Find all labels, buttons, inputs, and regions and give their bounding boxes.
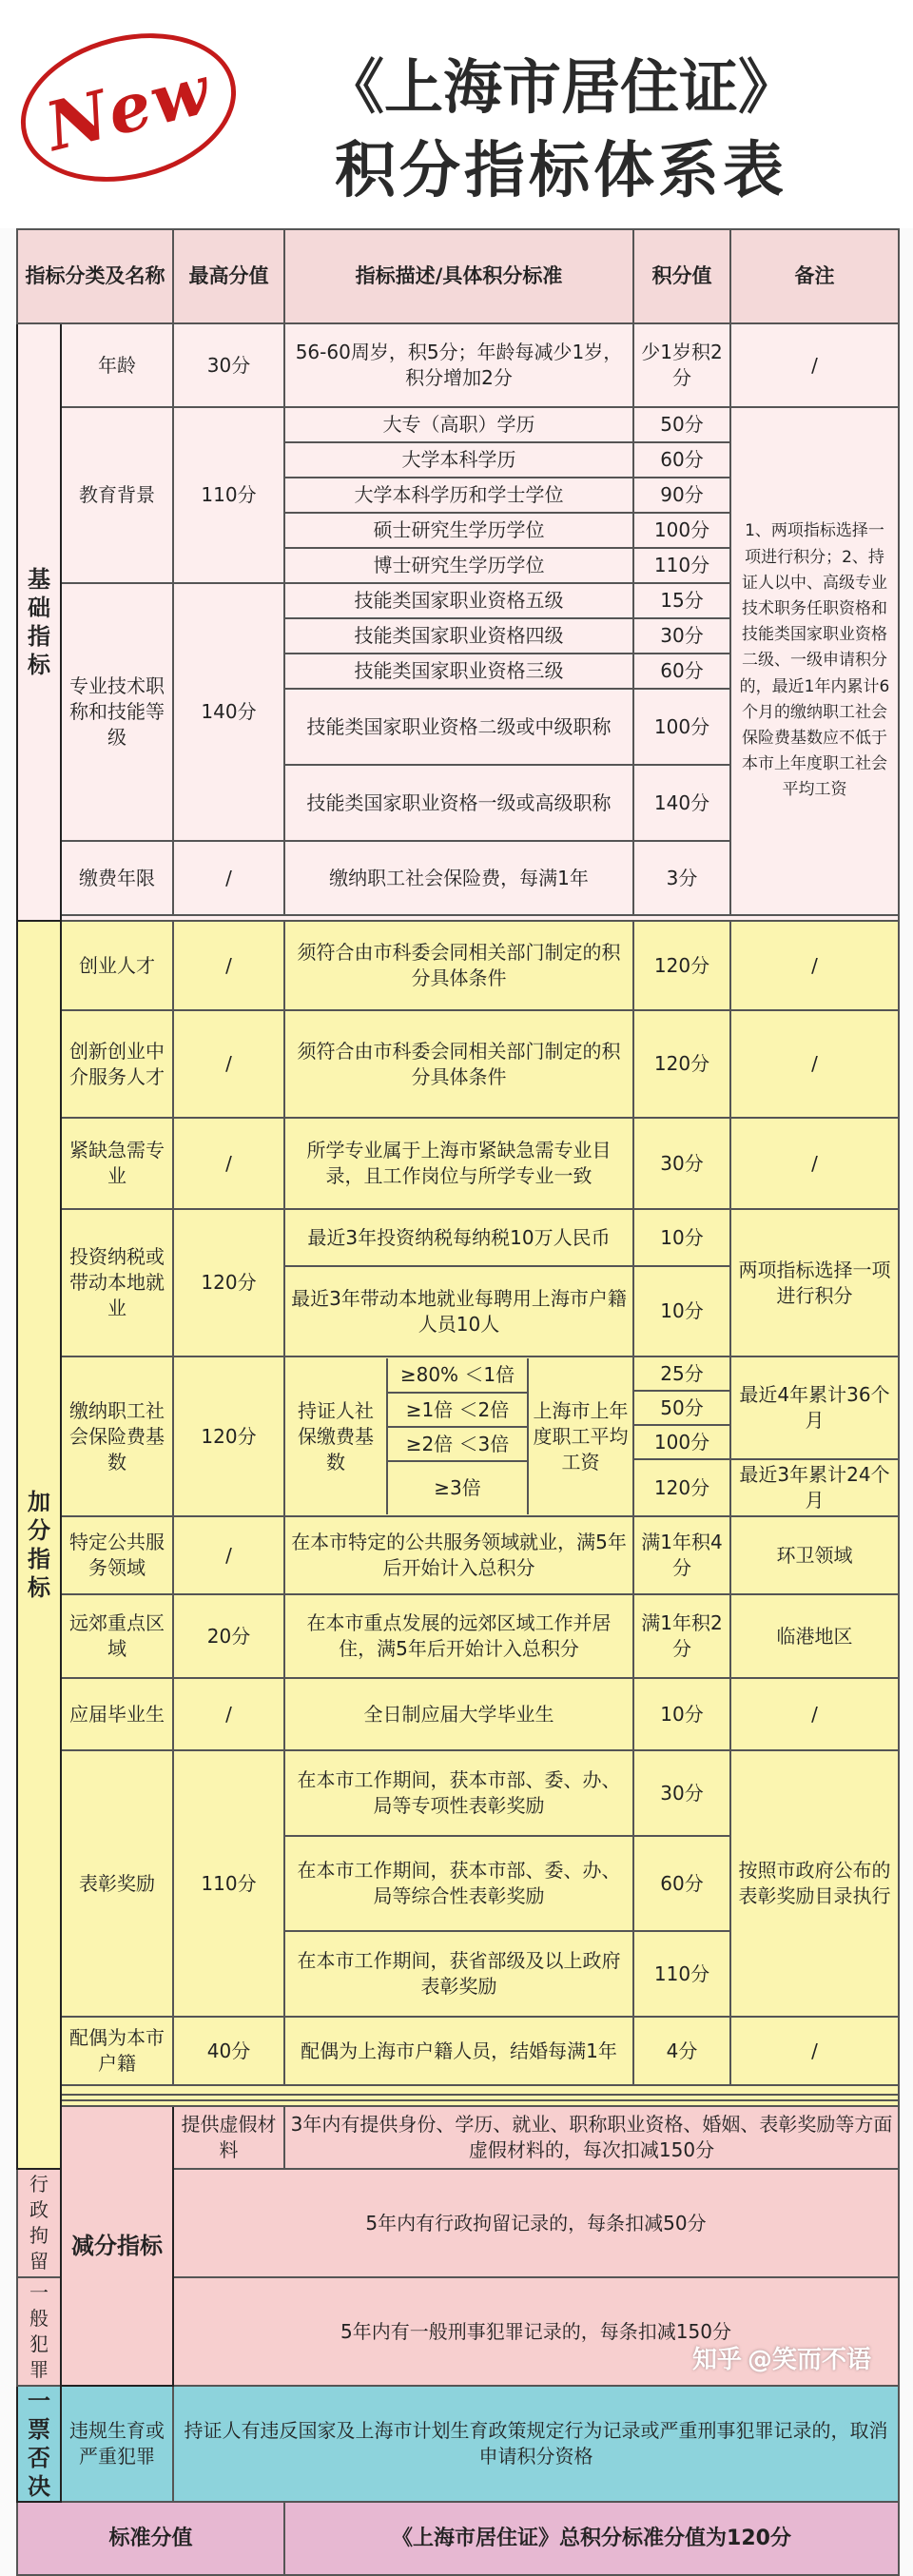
row-desc-deduct-detain: 5年内有行政拘留记录的，每条扣减50分 <box>173 2169 899 2277</box>
row-max-agency: / <box>173 1010 284 1118</box>
row-name-shortage: 紧缺急需专业 <box>61 1118 173 1209</box>
social-range: ≥80% ＜1倍 <box>387 1358 528 1393</box>
group-veto: 一票否决 <box>17 2386 61 2502</box>
row-max-invest: 120分 <box>173 1209 284 1356</box>
row-max-shortage: / <box>173 1118 284 1209</box>
row-desc-edu: 大学本科学历和学士学位 <box>284 478 633 513</box>
table-row <box>17 1594 899 1678</box>
row-desc-invest: 最近3年带动本地就业每聘用上海市户籍人员10人 <box>284 1266 633 1356</box>
row-name-social: 缴纳职工社会保险费基数 <box>61 1356 173 1516</box>
row-score-age: 少1岁积2分 <box>633 323 730 407</box>
social-subtable-cell <box>284 1356 633 1516</box>
row-desc-invest: 最近3年投资纳税每纳税10万人民币 <box>284 1209 633 1266</box>
row-max-suburb: 20分 <box>173 1594 284 1678</box>
group-bonus: 加分指标 <box>17 921 61 2169</box>
table-row <box>17 921 899 1010</box>
zhihu-watermark <box>692 2340 871 2375</box>
row-max-pay: / <box>173 841 284 915</box>
row-note-spouse: / <box>730 2017 899 2085</box>
row-note-grad: / <box>730 1678 899 1750</box>
page-title-line2: 积分指标体系表 <box>335 136 787 206</box>
row-desc-age: 56-60周岁，积5分；年龄每减少1岁，积分增加2分 <box>284 323 633 407</box>
social-subtable <box>285 1358 632 1514</box>
row-name-standard: 标准分值 <box>17 2502 284 2575</box>
row-name-public: 特定公共服务领域 <box>61 1516 173 1594</box>
row-score-award: 60分 <box>633 1836 730 1931</box>
table-row <box>17 1750 899 1836</box>
row-score-award: 110分 <box>633 1931 730 2017</box>
row-max-age: 30分 <box>173 323 284 407</box>
table-row <box>17 2106 899 2169</box>
row-score-edu: 50分 <box>633 407 730 442</box>
row-note-age: / <box>730 323 899 407</box>
row-score-award: 30分 <box>633 1750 730 1836</box>
row-score-invest: 10分 <box>633 1209 730 1266</box>
row-desc-public: 在本市特定的公共服务领域就业，满5年后开始计入总积分 <box>284 1516 633 1594</box>
row-desc-suburb: 在本市重点发展的远郊区域工作并居住，满5年后开始计入总积分 <box>284 1594 633 1678</box>
row-max-grad: / <box>173 1678 284 1750</box>
row-desc-deduct-crime: 5年内有一般刑事犯罪记录的，每条扣减150分 <box>173 2277 899 2386</box>
row-desc-edu: 大学本科学历 <box>284 442 633 478</box>
social-range: ≥3倍 <box>387 1461 528 1514</box>
row-name-deduct-crime: 一般犯罪 <box>17 2277 61 2386</box>
row-note-suburb: 临港地区 <box>730 1594 899 1678</box>
row-score-grad: 10分 <box>633 1678 730 1750</box>
table-row <box>17 323 899 407</box>
row-desc-edu: 硕士研究生学历学位 <box>284 513 633 548</box>
row-score-tech: 100分 <box>633 689 730 765</box>
row-desc-tech: 技能类国家职业资格一级或高级职称 <box>284 765 633 841</box>
row-name-veto: 违规生育或严重犯罪 <box>61 2386 173 2502</box>
row-score-edu: 110分 <box>633 548 730 583</box>
row-note-basic: 1、两项指标选择一项进行积分；2、持证人以中、高级专业技术职务任职资格和技能类国家职业资格二级、一级申请积分的，最近1年内累计6个月的缴纳职工社会保险费基数应不低于本市上年度职工社会平均工资 <box>730 407 899 915</box>
row-score-edu: 60分 <box>633 442 730 478</box>
row-desc-shortage: 所学专业属于上海市紧缺急需专业目录，且工作岗位与所学专业一致 <box>284 1118 633 1209</box>
row-score-social: 100分 <box>633 1425 730 1459</box>
row-score-social: 25分 <box>633 1356 730 1391</box>
row-note-social-1: 最近4年累计36个月 <box>730 1356 899 1459</box>
row-score-social: 120分 <box>633 1459 730 1516</box>
row-desc-tech: 技能类国家职业资格三级 <box>284 654 633 689</box>
row-max-social: 120分 <box>173 1356 284 1516</box>
row-score-pay: 3分 <box>633 841 730 915</box>
row-desc-agency: 须符合由市科委会同相关部门制定的积分具体条件 <box>284 1010 633 1118</box>
table-row <box>17 2386 899 2502</box>
table-row <box>17 1118 899 1209</box>
row-desc-tech: 技能类国家职业资格二级或中级职称 <box>284 689 633 765</box>
row-name-grad: 应届毕业生 <box>61 1678 173 1750</box>
row-name-suburb: 远郊重点区域 <box>61 1594 173 1678</box>
row-name-agency: 创新创业中介服务人才 <box>61 1010 173 1118</box>
social-ref: 上海市上年度职工平均工资 <box>528 1358 632 1514</box>
row-score-spouse: 4分 <box>633 2017 730 2085</box>
row-desc-award: 在本市工作期间，获本市部、委、办、局等综合性表彰奖励 <box>284 1836 633 1931</box>
row-desc-standard: 《上海市居住证》总积分标准分值为120分 <box>284 2502 899 2575</box>
row-note-social-2: 最近3年累计24个月 <box>730 1459 899 1516</box>
col-header-score: 积分值 <box>633 229 730 323</box>
social-label: 持证人社保缴费基数 <box>285 1358 387 1514</box>
row-score-edu: 100分 <box>633 513 730 548</box>
row-name-startup: 创业人才 <box>61 921 173 1010</box>
table-row <box>17 2017 899 2085</box>
row-desc-tech: 技能类国家职业资格四级 <box>284 618 633 654</box>
row-max-edu: 110分 <box>173 407 284 583</box>
col-header-category: 指标分类及名称 <box>17 229 173 323</box>
row-desc-tech: 技能类国家职业资格五级 <box>284 583 633 618</box>
social-range: ≥1倍 ＜2倍 <box>387 1393 528 1427</box>
row-note-agency: / <box>730 1010 899 1118</box>
group-deduct: 减分指标 <box>61 2106 173 2386</box>
row-desc-deduct-fake: 3年内有提供身份、学历、就业、职称职业资格、婚姻、表彰奖励等方面虚假材料的，每次扣减150分 <box>284 2106 899 2169</box>
row-max-startup: / <box>173 921 284 1010</box>
table-row <box>17 407 899 442</box>
row-score-startup: 120分 <box>633 921 730 1010</box>
row-max-tech: 140分 <box>173 583 284 841</box>
row-name-pay: 缴费年限 <box>61 841 173 915</box>
row-name-spouse: 配偶为本市户籍 <box>61 2017 173 2085</box>
social-sub-row <box>285 1358 632 1393</box>
row-note-shortage: / <box>730 1118 899 1209</box>
row-desc-award: 在本市工作期间，获省部级及以上政府表彰奖励 <box>284 1931 633 2017</box>
social-range: ≥2倍 ＜3倍 <box>387 1427 528 1461</box>
row-note-public: 环卫领域 <box>730 1516 899 1594</box>
table-row <box>17 1356 899 1391</box>
row-name-invest: 投资纳税或带动本地就业 <box>61 1209 173 1356</box>
row-score-agency: 120分 <box>633 1010 730 1118</box>
table-row <box>17 1010 899 1118</box>
row-note-invest: 两项指标选择一项进行积分 <box>730 1209 899 1356</box>
row-max-public: / <box>173 1516 284 1594</box>
table-row <box>17 1516 899 1594</box>
row-name-deduct-detain: 行政拘留 <box>17 2169 61 2277</box>
row-score-invest: 10分 <box>633 1266 730 1356</box>
watermark-site: 知乎 <box>691 2346 742 2374</box>
row-desc-edu: 博士研究生学历学位 <box>284 548 633 583</box>
row-score-edu: 90分 <box>633 478 730 513</box>
table-header-row <box>17 229 899 323</box>
row-name-deduct-fake: 提供虚假材料 <box>173 2106 284 2169</box>
row-score-tech: 15分 <box>633 583 730 618</box>
row-score-tech: 30分 <box>633 618 730 654</box>
row-score-tech: 140分 <box>633 765 730 841</box>
page-title-line1: 《上海市居住证》 <box>324 52 797 122</box>
row-score-suburb: 满1年积2分 <box>633 1594 730 1678</box>
watermark-user: @笑而不语 <box>747 2346 871 2374</box>
row-desc-pay: 缴纳职工社会保险费，每满1年 <box>284 841 633 915</box>
row-note-award: 按照市政府公布的表彰奖励目录执行 <box>730 1750 899 2017</box>
row-name-age: 年龄 <box>61 323 173 407</box>
points-table <box>16 228 900 2576</box>
row-score-social: 50分 <box>633 1391 730 1425</box>
new-stamp <box>5 11 251 203</box>
row-max-award: 110分 <box>173 1750 284 2017</box>
row-desc-edu: 大专（高职）学历 <box>284 407 633 442</box>
row-desc-grad: 全日制应届大学毕业生 <box>284 1678 633 1750</box>
row-desc-spouse: 配偶为上海市户籍人员，结婚每满1年 <box>284 2017 633 2085</box>
row-name-tech: 专业技术职称和技能等级 <box>61 583 173 841</box>
table-row <box>17 1678 899 1750</box>
table-row <box>17 1209 899 1266</box>
row-score-public: 满1年积4分 <box>633 1516 730 1594</box>
row-name-edu: 教育背景 <box>61 407 173 583</box>
col-header-max: 最高分值 <box>173 229 284 323</box>
table-row <box>17 2502 899 2575</box>
row-name-award: 表彰奖励 <box>61 1750 173 2017</box>
row-score-shortage: 30分 <box>633 1118 730 1209</box>
row-max-spouse: 40分 <box>173 2017 284 2085</box>
new-stamp-text: New <box>38 49 219 166</box>
row-note-startup: / <box>730 921 899 1010</box>
col-header-note: 备注 <box>730 229 899 323</box>
row-score-tech: 60分 <box>633 654 730 689</box>
col-header-desc: 指标描述/具体积分标准 <box>284 229 633 323</box>
group-basic: 基础指标 <box>17 323 61 921</box>
row-desc-veto: 持证人有违反国家及上海市计划生育政策规定行为记录或严重刑事犯罪记录的，取消申请积分资格 <box>173 2386 899 2502</box>
page-header <box>0 0 913 228</box>
row-desc-award: 在本市工作期间，获本市部、委、办、局等专项性表彰奖励 <box>284 1750 633 1836</box>
row-desc-startup: 须符合由市科委会同相关部门制定的积分具体条件 <box>284 921 633 1010</box>
